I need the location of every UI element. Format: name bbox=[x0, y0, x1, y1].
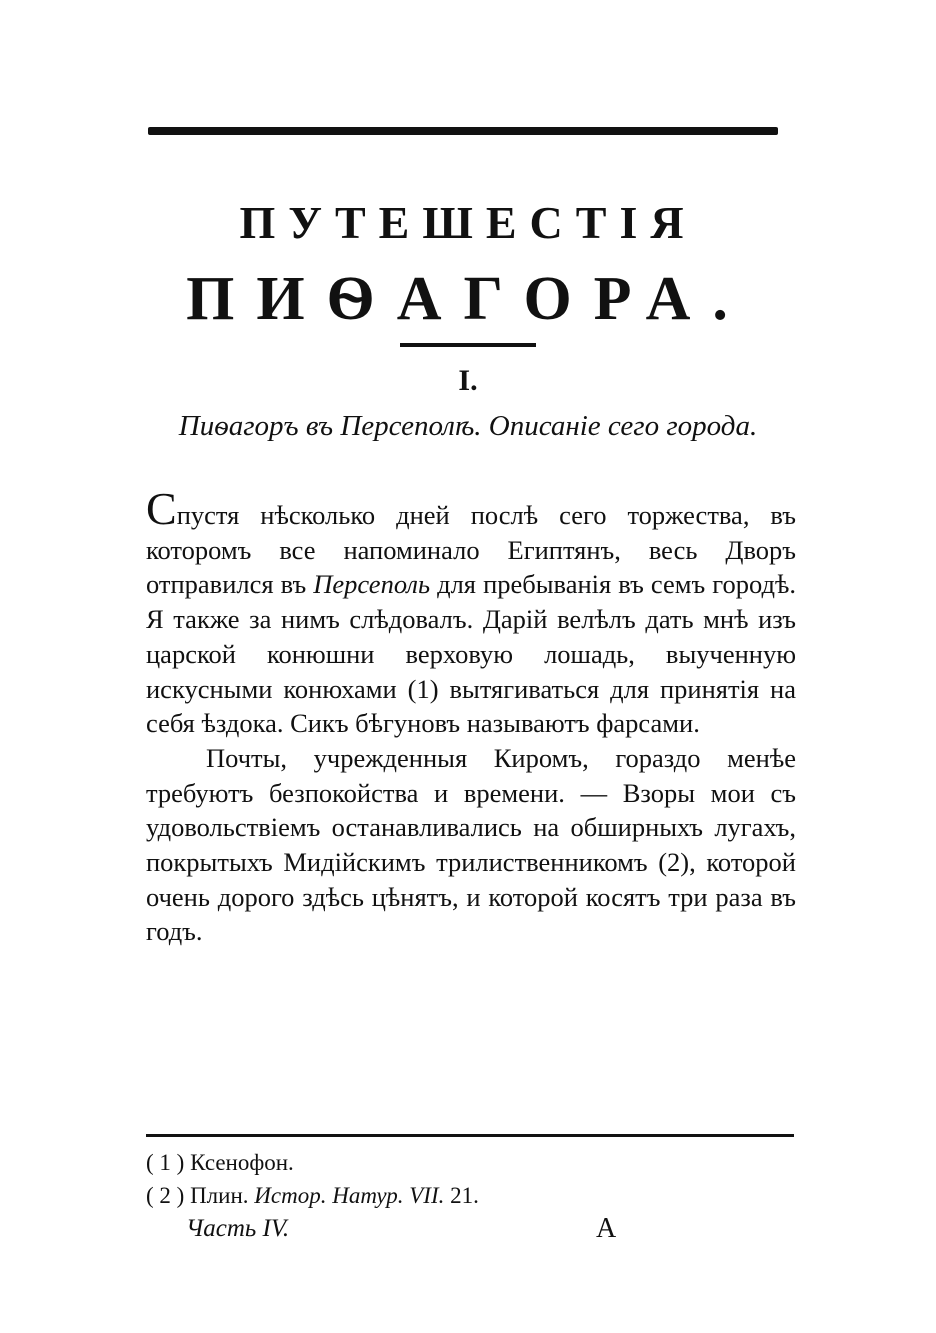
drop-cap: С bbox=[146, 483, 177, 534]
paragraph-1-italic: Персеполь bbox=[313, 569, 431, 600]
title-line-2: ПИѲАГОРА. bbox=[186, 265, 750, 333]
top-ornamental-rule bbox=[148, 127, 778, 135]
footnote-2 bbox=[146, 1183, 479, 1209]
footnote-2-plain: ( 2 ) Плин. bbox=[146, 1183, 255, 1208]
footnote-2-italic: Истор. Натур. VII. bbox=[254, 1183, 445, 1208]
footnote-1: ( 1 ) Ксенофон. bbox=[146, 1150, 294, 1175]
title-line-1: ПУТЕШЕСТІЯ bbox=[239, 197, 697, 248]
body-text bbox=[146, 483, 796, 949]
title-divider bbox=[400, 343, 536, 347]
chapter-number: I. bbox=[458, 364, 478, 397]
paragraph-2: Почты, учрежденныя Киромъ, гораздо менѣе требуютъ безпокойства и времени. — Взоры мои съ удовольствіемъ останавливались на обширныхъ лугахъ, покрытыхъ Мидійскимъ трилиственникомъ (2), которой очень дорого здѣсь цѣнятъ, и которой косятъ три раза въ годъ. bbox=[146, 742, 796, 947]
paragraph-1-text-a: пустя нѣсколько дней послѣ сего торжества, въ которомъ все напоминало Египтянъ, весь Дворъ отправился въ bbox=[146, 500, 796, 600]
part-signature: Часть IV. bbox=[186, 1215, 290, 1242]
footnote-rule bbox=[146, 1134, 794, 1137]
signature-letter: A bbox=[596, 1213, 617, 1244]
paragraph-1-text-b: для пребыванія въ семъ городѣ. Я также за нимъ слѣдовалъ. Дарій велѣлъ дать мнѣ изъ царской конюшни верховую лошадь, выученную искусными конюхами (1) вытягиваться для принятія на себя ѣздока. Сикъ бѣгуновъ называютъ фарсами. bbox=[146, 569, 796, 739]
paragraph-1 bbox=[146, 483, 796, 741]
chapter-title: Пиѳагоръ въ Персеполѣ. Описаніе сего города. bbox=[178, 410, 758, 442]
footnote-2-end: 21. bbox=[444, 1183, 479, 1208]
